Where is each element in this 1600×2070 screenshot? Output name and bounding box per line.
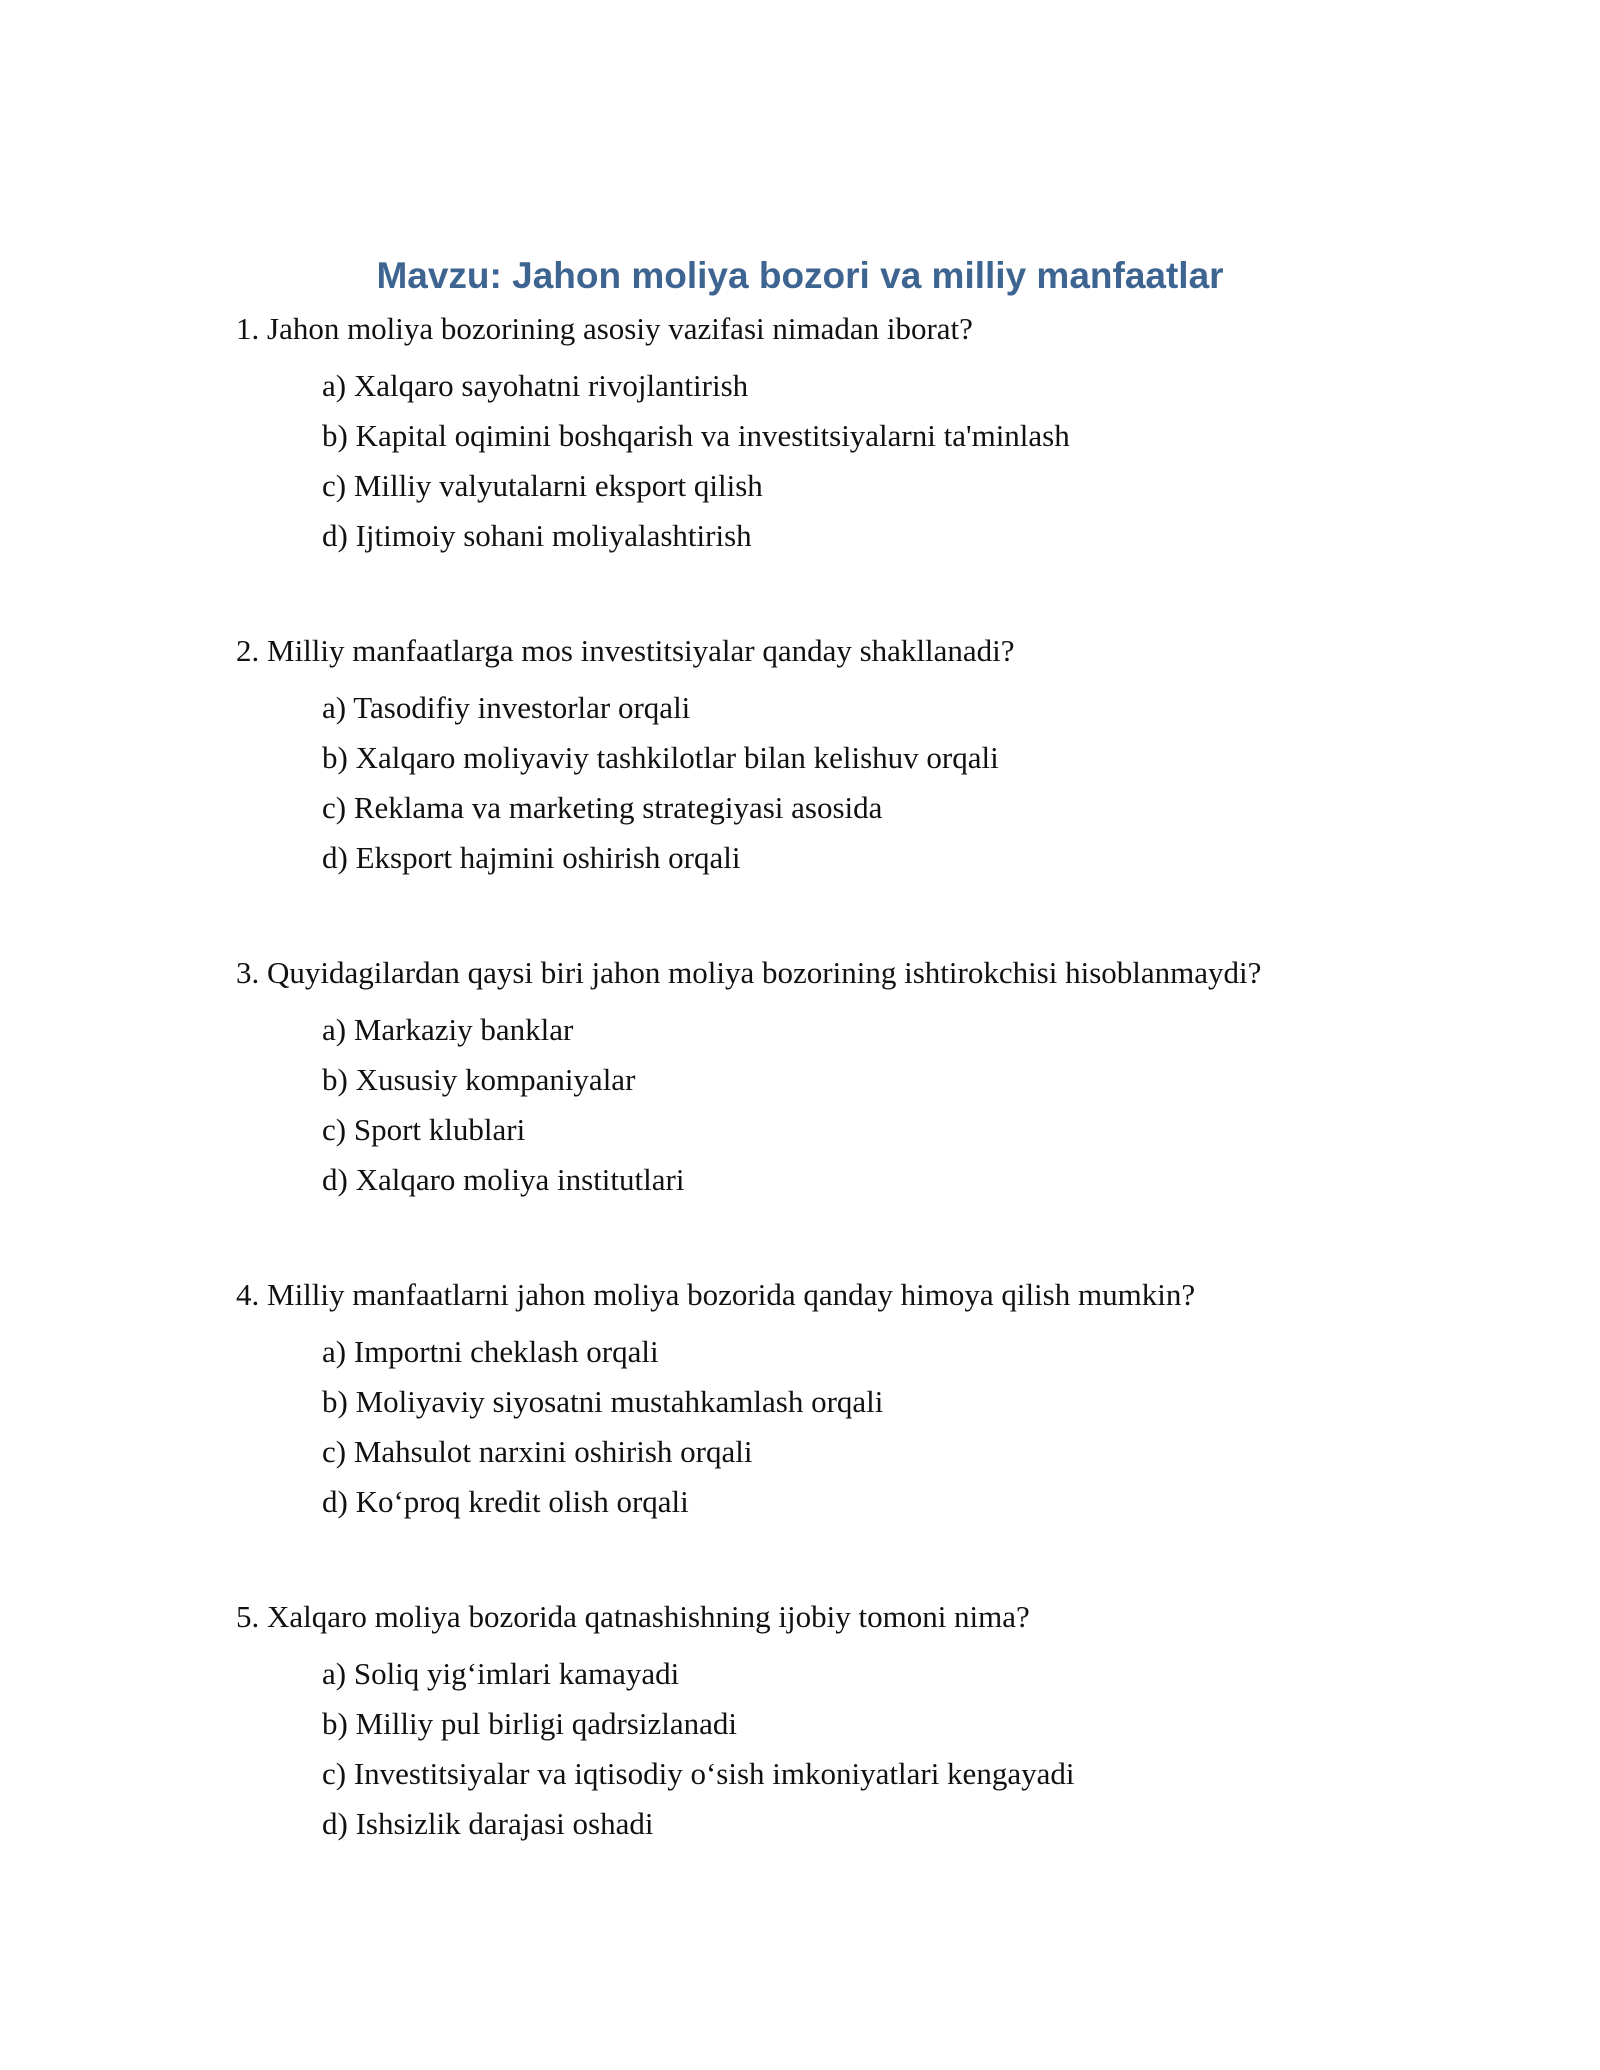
- question-text: 5. Xalqaro moliya bozorida qatnashishning ijobiy tomoni nima?: [236, 1599, 1030, 1634]
- option-b: b) Xususiy kompaniyalar: [322, 1062, 636, 1097]
- option-d: d) Ishsizlik darajasi oshadi: [322, 1806, 654, 1841]
- question-2: [236, 631, 1436, 888]
- question-text: 3. Quyidagilardan qaysi biri jahon moliya bozorining ishtirokchisi hisoblanmaydi?: [236, 955, 1262, 990]
- question-text: 2. Milliy manfaatlarga mos investitsiyalar qanday shakllanadi?: [236, 633, 1015, 668]
- question-1: [236, 309, 1436, 566]
- option-a: a) Markaziy banklar: [322, 1012, 574, 1047]
- question-3: [236, 953, 1436, 1210]
- option-b: b) Milliy pul birligi qadrsizlanadi: [322, 1706, 737, 1741]
- option-d: d) Ko‘proq kredit olish orqali: [322, 1484, 689, 1519]
- option-c: c) Sport klublari: [322, 1112, 526, 1147]
- question-4: [236, 1275, 1436, 1532]
- answer-options: [322, 1654, 1436, 1854]
- option-c: c) Mahsulot narxini oshirish orqali: [322, 1434, 753, 1469]
- answer-options: [322, 1332, 1436, 1532]
- option-b: b) Moliyaviy siyosatni mustahkamlash orqali: [322, 1384, 884, 1419]
- answer-options: [322, 688, 1436, 888]
- answer-options: [322, 1010, 1436, 1210]
- question-5: [236, 1597, 1436, 1854]
- option-d: d) Eksport hajmini oshirish orqali: [322, 840, 741, 875]
- option-a: a) Xalqaro sayohatni rivojlantirish: [322, 368, 749, 403]
- option-c: c) Milliy valyutalarni eksport qilish: [322, 468, 763, 503]
- answer-options: [322, 366, 1436, 566]
- option-a: a) Importni cheklash orqali: [322, 1334, 659, 1369]
- option-d: d) Xalqaro moliya institutlari: [322, 1162, 685, 1197]
- option-d: d) Ijtimoiy sohani moliyalashtirish: [322, 518, 752, 553]
- option-c: c) Reklama va marketing strategiyasi asosida: [322, 790, 883, 825]
- option-c: c) Investitsiyalar va iqtisodiy o‘sish imkoniyatlari kengayadi: [322, 1756, 1075, 1791]
- option-a: a) Soliq yig‘imlari kamayadi: [322, 1656, 680, 1691]
- page-title: Mavzu: Jahon moliya bozori va milliy manfaatlar: [376, 255, 1224, 296]
- question-text: 4. Milliy manfaatlarni jahon moliya bozorida qanday himoya qilish mumkin?: [236, 1277, 1196, 1312]
- question-text: 1. Jahon moliya bozorining asosiy vazifasi nimadan iborat?: [236, 311, 973, 346]
- option-a: a) Tasodifiy investorlar orqali: [322, 690, 691, 725]
- option-b: b) Kapital oqimini boshqarish va investitsiyalarni ta'minlash: [322, 418, 1070, 453]
- option-b: b) Xalqaro moliyaviy tashkilotlar bilan kelishuv orqali: [322, 740, 999, 775]
